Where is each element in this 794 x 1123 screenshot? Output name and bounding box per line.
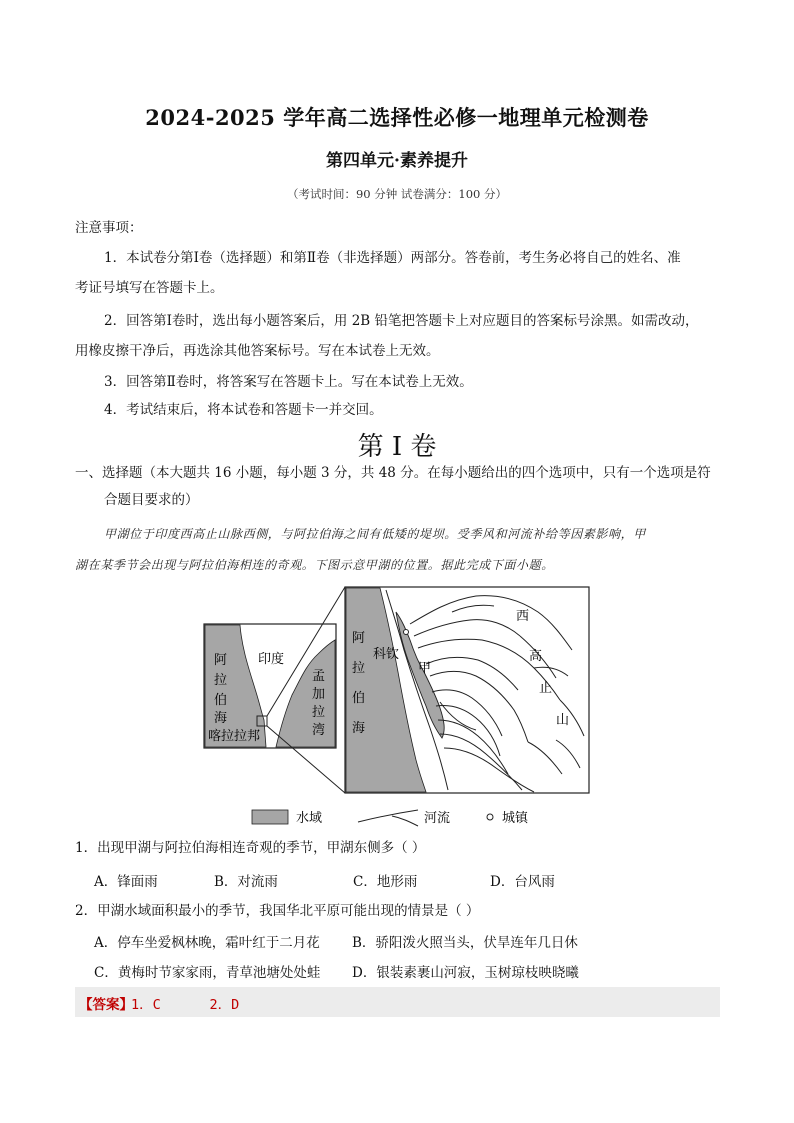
kochi-town-marker: [404, 630, 409, 635]
label-western-ghats-3: 止: [539, 681, 553, 696]
label-kochi: 科钦: [373, 647, 400, 662]
legend-water-swatch: [252, 810, 288, 824]
page-subtitle: 第四单元·素养提升: [326, 151, 468, 171]
note-item-2-line-1: 2．回答第Ⅰ卷时，选出每小题答案后，用 2B 铅笔把答题卡上对应题目的答案标号涂黑。如需改动，: [104, 313, 699, 329]
label-detail-arabian-sea-2: 拉: [352, 661, 366, 676]
exam-info: （考试时间：90 分钟 试卷满分：100 分）: [286, 187, 508, 201]
legend-water-label: 水域: [296, 811, 323, 826]
answer-bar: [75, 987, 720, 1017]
label-western-ghats-4: 山: [556, 713, 570, 728]
lake-location-map: [200, 582, 600, 832]
question-2-option-a[interactable]: A．停车坐爱枫林晚，霜叶红于二月花: [94, 935, 320, 951]
question-2-option-b[interactable]: B．骄阳泼火照当头，伏旱连年几日休: [352, 935, 578, 951]
question-2-option-c[interactable]: C．黄梅时节家家雨，青草池塘处处蛙: [94, 965, 321, 981]
legend-river-symbol: [358, 810, 418, 826]
question-1-option-b[interactable]: B．对流雨: [214, 874, 278, 890]
label-lake-jia: 甲: [418, 661, 432, 676]
label-bengal-bay-2: 加: [312, 687, 326, 702]
question-2-option-d[interactable]: D．银装素裹山河寂，玉树琼枝映晓曦: [352, 965, 579, 981]
passage-line-1: 甲湖位于印度西高止山脉西侧，与阿拉伯海之间有低矮的堤坝。受季风和河流补给等因素影响，甲: [104, 527, 646, 541]
section-header-line-2: 合题目要求的）: [104, 492, 199, 508]
passage-line-2: 湖在某季节会出现与阿拉伯海相连的奇观。下图示意甲湖的位置。据此完成下面小题。: [75, 558, 554, 572]
note-item-3: 3．回答第Ⅱ卷时，将答案写在答题卡上。写在本试卷上无效。: [104, 374, 473, 390]
label-bengal-bay-3: 拉: [312, 705, 326, 720]
note-item-1-line-2: 考证号填写在答题卡上。: [75, 280, 224, 296]
note-item-4: 4．考试结束后，将本试卷和答题卡一并交回。: [104, 402, 383, 418]
legend-town-label: 城镇: [502, 811, 529, 826]
label-india: 印度: [258, 652, 285, 667]
legend-river-label: 河流: [424, 811, 451, 826]
label-detail-arabian-sea-3: 伯: [352, 691, 366, 706]
note-item-2-line-2: 用橡皮擦干净后，再选涂其他答案标号。写在本试卷上无效。: [75, 343, 440, 359]
label-kerala: 喀拉拉邦: [208, 729, 261, 744]
section-header-line-1: 一、选择题（本大题共 16 小题，每小题 3 分，共 48 分。在每小题给出的四个选项中，只有一个选项是符: [75, 465, 711, 481]
notes-heading: 注意事项：: [75, 220, 143, 236]
label-arabian-sea-1: 阿: [214, 653, 228, 668]
label-arabian-sea-4: 海: [214, 711, 228, 726]
volume-title: 第 I 卷: [357, 432, 437, 462]
label-detail-arabian-sea-1: 阿: [352, 631, 366, 646]
question-1-option-c[interactable]: C．地形雨: [353, 874, 418, 890]
label-bengal-bay-4: 湾: [312, 723, 326, 738]
label-arabian-sea-2: 拉: [214, 673, 228, 688]
answer-value: 1．C 2．D: [131, 997, 240, 1013]
label-western-ghats-1: 西: [516, 609, 530, 624]
label-bengal-bay-1: 孟: [312, 669, 326, 684]
question-1-stem: 1．出现甲湖与阿拉伯海相连奇观的季节，甲湖东侧多（ ）: [75, 840, 426, 856]
label-western-ghats-2: 高: [529, 649, 543, 664]
question-2-stem: 2．甲湖水域面积最小的季节，我国华北平原可能出现的情景是（ ）: [75, 903, 480, 919]
label-arabian-sea-3: 伯: [214, 693, 228, 708]
label-detail-arabian-sea-4: 海: [352, 721, 366, 736]
legend-town-symbol: [487, 814, 493, 820]
page-title: 2024-2025 学年高二选择性必修一地理单元检测卷: [145, 105, 649, 130]
question-1-option-d[interactable]: D．台风雨: [490, 874, 555, 890]
answer-label: 【答案】: [79, 997, 133, 1013]
note-item-1-line-1: 1．本试卷分第Ⅰ卷（选择题）和第Ⅱ卷（非选择题）两部分。答卷前，考生务必将自己的姓名、准: [104, 250, 681, 266]
question-1-option-a[interactable]: A．锋面雨: [94, 874, 158, 890]
